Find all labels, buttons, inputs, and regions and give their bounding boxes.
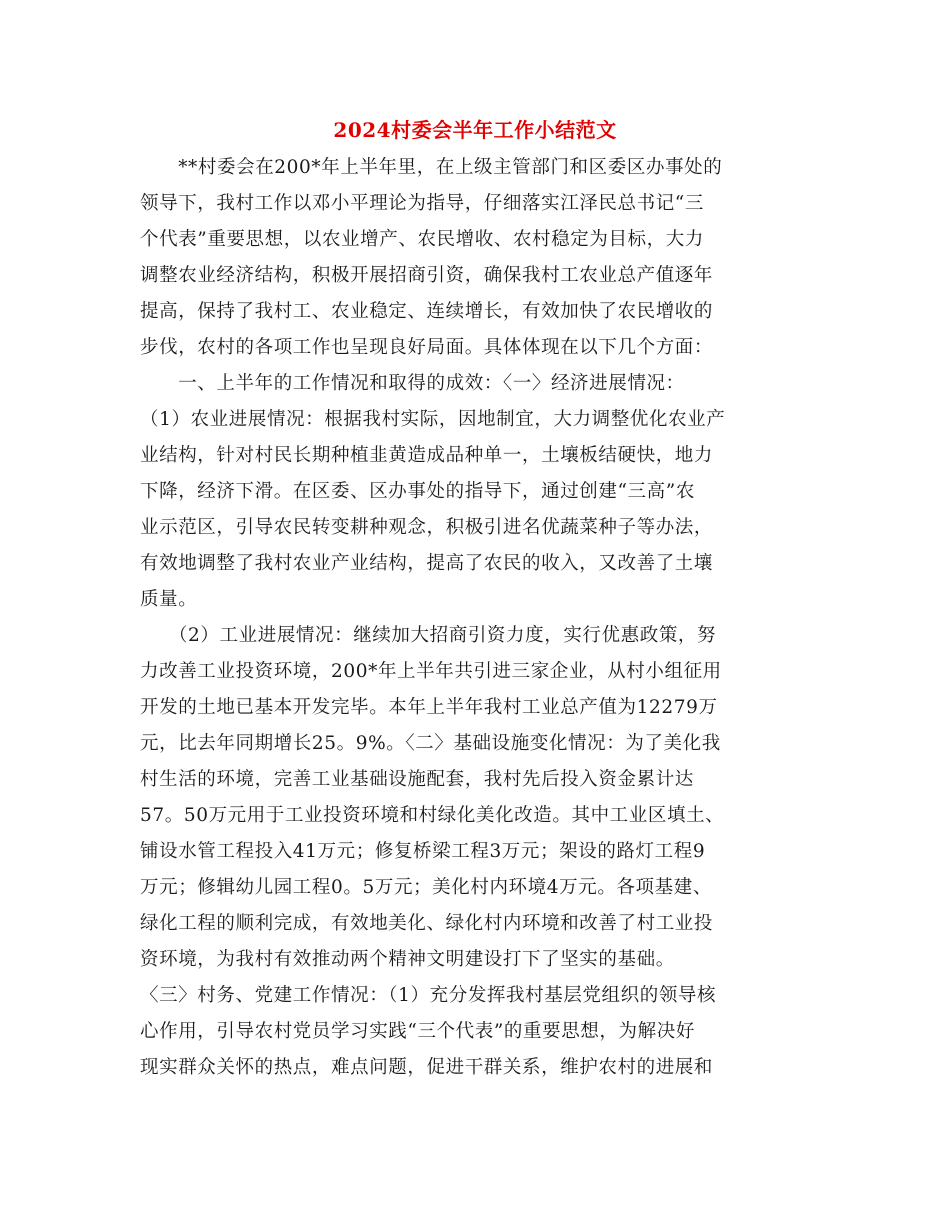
body-text-line: 心作用，引导农村党员学习实践“三个代表”的重要思想，为解决好 [140,1021,695,1042]
body-text-line: 元，比去年同期增长25。9%。〈二〉基础设施变化情况：为了美化我 [140,733,721,754]
body-text-line: 〈三〉村务、党建工作情况：（1）充分发挥我村基层党组织的领导核 [140,985,717,1006]
body-text-line: 铺设水管工程投入41万元；修复桥梁工程3万元；架设的路灯工程9 [140,841,706,862]
body-text-line: 质量。 [140,589,198,610]
body-text-line: 业结构，针对村民长期种植韭黄造成品种单一，土壤板结硬快，地力 [140,445,714,466]
body-text-line: 资环境，为我村有效推动两个精神文明建设打下了坚实的基础。 [140,949,675,970]
body-text-line: 绿化工程的顺利完成，有效地美化、绿化村内环境和改善了村工业投 [140,913,714,934]
body-text-line: 57。50万元用于工业投资环境和村绿化美化改造。其中工业区填土、 [140,805,725,826]
body-text-line: 万元；修辑幼儿园工程0。5万元；美化村内环境4万元。各项基建、 [140,877,712,898]
body-text-line: 下降，经济下滑。在区委、区办事处的指导下，通过创建“三高”农 [140,481,695,502]
body-text-line: 提高，保持了我村工、农业稳定、连续增长，有效加快了农民增收的 [140,301,714,322]
body-text-line: **村委会在200*年上半年里，在上级主管部门和区委区办事处的 [140,157,723,178]
body-text-line: （1）农业进展情况：根据我村实际，因地制宜，大力调整优化农业产 [140,409,726,430]
body-text-line: 领导下，我村工作以邓小平理论为指导，仔细落实江泽民总书记“三 [140,193,704,214]
body-text-line: 村生活的环境，完善工业基础设施配套，我村先后投入资金累计达 [140,769,694,790]
body-text-line: 开发的土地已基本开发完毕。本年上半年我村工业总产值为12279万 [140,697,718,718]
body-text-line: 业示范区，引导农民转变耕种观念，积极引进名优蔬菜种子等办法， [140,517,714,538]
document-body [140,150,805,1086]
body-text-line: 力改善工业投资环境，200*年上半年共引进三家企业，从村小组征用 [140,661,722,682]
body-text-line: 有效地调整了我村农业产业结构，提高了农民的收入，又改善了土壤 [140,553,714,574]
body-text-line: 步伐，农村的各项工作也呈现良好局面。具体体现在以下几个方面： [140,337,714,358]
body-text-line: 调整农业经济结构，积极开展招商引资，确保我村工农业总产值逐年 [140,265,714,286]
document-title: 2024村委会半年工作小结范文 [333,118,617,142]
body-text-line: 个代表”重要思想，以农业增产、农民增收、农村稳定为目标，大力 [140,229,704,250]
body-text-line: 一、上半年的工作情况和取得的成效：〈一〉经济进展情况： [140,373,685,394]
body-text-line: 现实群众关怀的热点，难点问题，促进干群关系，维护农村的进展和 [140,1057,714,1078]
body-text-line: （2）工业进展情况：继续加大招商引资力度，实行优惠政策，努 [140,625,717,646]
